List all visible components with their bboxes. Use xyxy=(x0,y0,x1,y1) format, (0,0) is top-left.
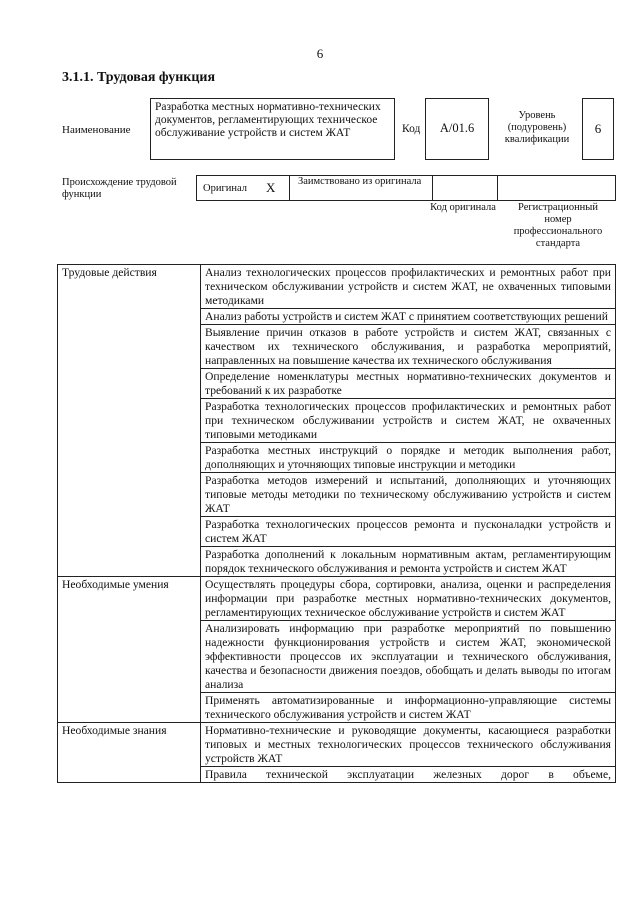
list-item: Определение номенклатуры местных нормативно-технических документов и требований к их разработке xyxy=(201,369,615,399)
section-row xyxy=(58,265,616,577)
list-item: Выявление причин отказов в работе устройств и систем ЖАТ, связанных с качеством их технического обслуживания, и разработка мероприятий, направленных на повышение качества их технического обслуживания xyxy=(201,325,615,369)
list-item: Разработка технологических процессов ремонта и пусконаладки устройств и систем ЖАТ xyxy=(201,517,615,547)
section-items xyxy=(201,265,616,577)
list-item: Разработка технологических процессов профилактических и ремонтных работ при техническом обслуживании устройств и систем ЖАТ, не охваченных типовыми методиками xyxy=(201,399,615,443)
section-items xyxy=(201,723,616,783)
list-item: Разработка дополнений к локальным нормативным актам, регламентирующим порядок технического обслуживания и ремонта устройств и систем ЖАТ xyxy=(205,548,611,575)
origin-label: Происхождение трудовой функции xyxy=(62,177,177,200)
section-label: Трудовые действия xyxy=(58,265,201,577)
origin-divider xyxy=(432,175,433,201)
section-row xyxy=(58,577,616,723)
list-item: Нормативно-технические и руководящие документы, касающиеся разработки типовых и местных технологических процессов технического обслуживания устройств ЖАТ xyxy=(201,723,615,767)
list-item: Анализ технологических процессов профилактических и ремонтных работ при техническом обслуживании устройств и систем ЖАТ, не охваченных типовыми методиками xyxy=(201,265,615,309)
code-label: Код xyxy=(402,123,421,135)
code-origin-caption: Код оригинала xyxy=(430,202,496,213)
origin-divider xyxy=(497,175,498,201)
original-cell xyxy=(196,175,290,201)
list-item: Применять автоматизированные и информационно-управляющие системы технического обслуживания устройств и систем ЖАТ xyxy=(205,694,611,721)
level-label: Уровень (подуровень) квалификации xyxy=(504,110,570,145)
list-item: Анализировать информацию при разработке мероприятий по повышению надежности функционирования устройств и систем ЖАТ, экономической эффективности процессов их эксплуатации и технического обслуживания, качества и безопасности движения поездов, обобщать и делать выводы по итогам анализа xyxy=(201,621,615,693)
original-mark: X xyxy=(266,180,276,195)
list-item: Разработка методов измерений и испытаний, дополняющих и уточняющих типовые методы методики по техническому обслуживанию устройств и систем ЖАТ xyxy=(201,473,615,517)
name-value: Разработка местных нормативно-технических документов, регламентирующих техническое обслуживание устройств и систем ЖАТ xyxy=(150,98,395,160)
labor-function-table xyxy=(57,264,616,783)
section-items xyxy=(201,577,616,723)
section-label: Необходимые умения xyxy=(58,577,201,723)
borrowed-label: Заимствовано из оригинала xyxy=(298,176,422,187)
code-value: A/01.6 xyxy=(425,98,489,160)
list-item: Правила технической эксплуатации железных дорог в объеме, xyxy=(205,768,611,781)
list-item: Осуществлять процедуры сбора, сортировки, анализа, оценки и распределения информации при разработке местных нормативно-технических документов, регламентирующих техническое обслуживание устройств и систем ЖАТ xyxy=(201,577,615,621)
page-number: 6 xyxy=(316,46,324,61)
list-item: Анализ работы устройств и систем ЖАТ с принятием соответствующих решений xyxy=(201,309,615,325)
list-item: Разработка местных инструкций о порядке и методик выполнения работ, дополняющих и уточняющих типовые инструкции и методики xyxy=(201,443,615,473)
name-label: Наименование xyxy=(62,124,131,136)
section-label: Необходимые знания xyxy=(58,723,201,783)
original-label: Оригинал xyxy=(203,183,247,194)
section-title: 3.1.1. Трудовая функция xyxy=(62,70,216,85)
level-value: 6 xyxy=(582,98,614,160)
reg-number-caption: Регистрационный номер профессионального стандарта xyxy=(513,202,603,249)
section-row xyxy=(58,723,616,783)
